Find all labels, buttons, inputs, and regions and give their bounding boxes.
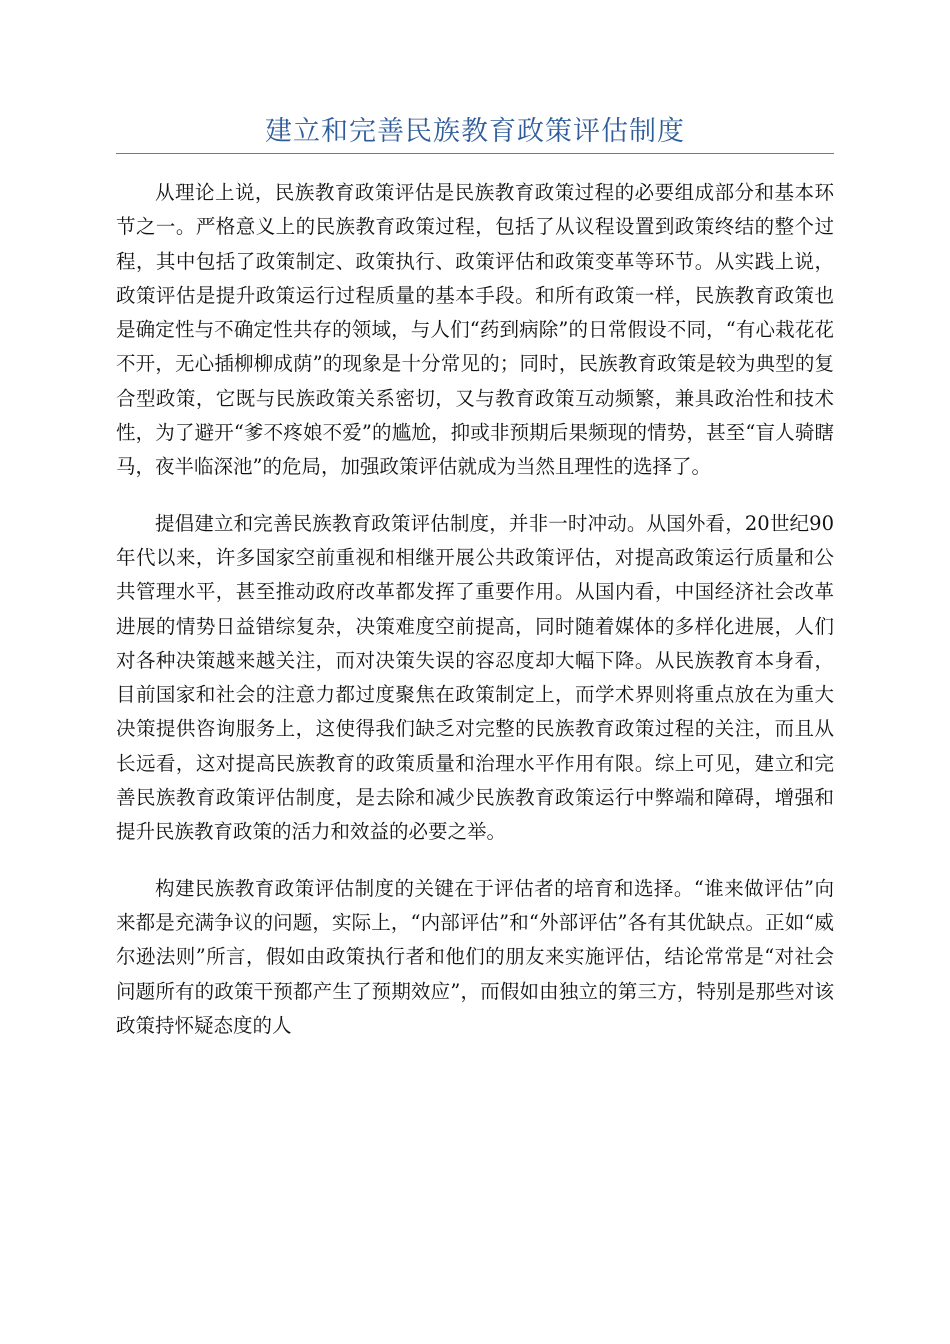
document-title: 建立和完善民族教育政策评估制度 bbox=[265, 116, 685, 147]
document-body bbox=[116, 176, 834, 1065]
paragraph-2: 提倡建立和完善民族教育政策评估制度，并非一时冲动。从国外看，20世纪90年代以来，许多国家空前重视和相继开展公共政策评估，对提高政策运行质量和公共管理水平，甚至推动政府改革都发挥了重要作用。从国内看，中国经济社会改革进展的情势日益错综复杂，决策难度空前提高，同时随着媒体的多样化进展，人们对各种决策越来越关注，而对决策失误的容忍度却大幅下降。从民族教育本身看，目前国家和社会的注意力都过度聚焦在政策制定上，而学术界则将重点放在为重大决策提供咨询服务上，这使得我们缺乏对完整的民族教育政策过程的关注，而且从长远看，这对提高民族教育的政策质量和治理水平作用有限。综上可见，建立和完善民族教育政策评估制度，是去除和减少民族教育政策运行中弊端和障碍，增强和提升民族教育政策的活力和效益的必要之举。 bbox=[116, 511, 834, 844]
title-underline bbox=[116, 153, 834, 154]
paragraph-3: 构建民族教育政策评估制度的关键在于评估者的培育和选择。“谁来做评估”向来都是充满争议的问题，实际上，“内部评估”和“外部评估”各有其优缺点。正如“威尔逊法则”所言，假如由政策执行者和他们的朋友来实施评估，结论常常是“对社会问题所有的政策干预都产生了预期效应”，而假如由独立的第三方，特别是那些对该政策持怀疑态度的人 bbox=[116, 876, 834, 1037]
paragraph-1: 从理论上说，民族教育政策评估是民族教育政策过程的必要组成部分和基本环节之一。严格意义上的民族教育政策过程，包括了从议程设置到政策终结的整个过程，其中包括了政策制定、政策执行、政策评估和政策变革等环节。从实践上说，政策评估是提升政策运行过程质量的基本手段。和所有政策一样，民族教育政策也是确定性与不确定性共存的领域，与人们“药到病除”的日常假设不同，“有心栽花花不开，无心插柳柳成荫”的现象是十分常见的；同时，民族教育政策是较为典型的复合型政策，它既与民族政策关系密切，又与教育政策互动频繁，兼具政治性和技术性，为了避开“爹不疼娘不爱”的尴尬，抑或非预期后果频现的情势，甚至“盲人骑瞎马，夜半临深池”的危局，加强政策评估就成为当然且理性的选择了。 bbox=[116, 181, 834, 479]
